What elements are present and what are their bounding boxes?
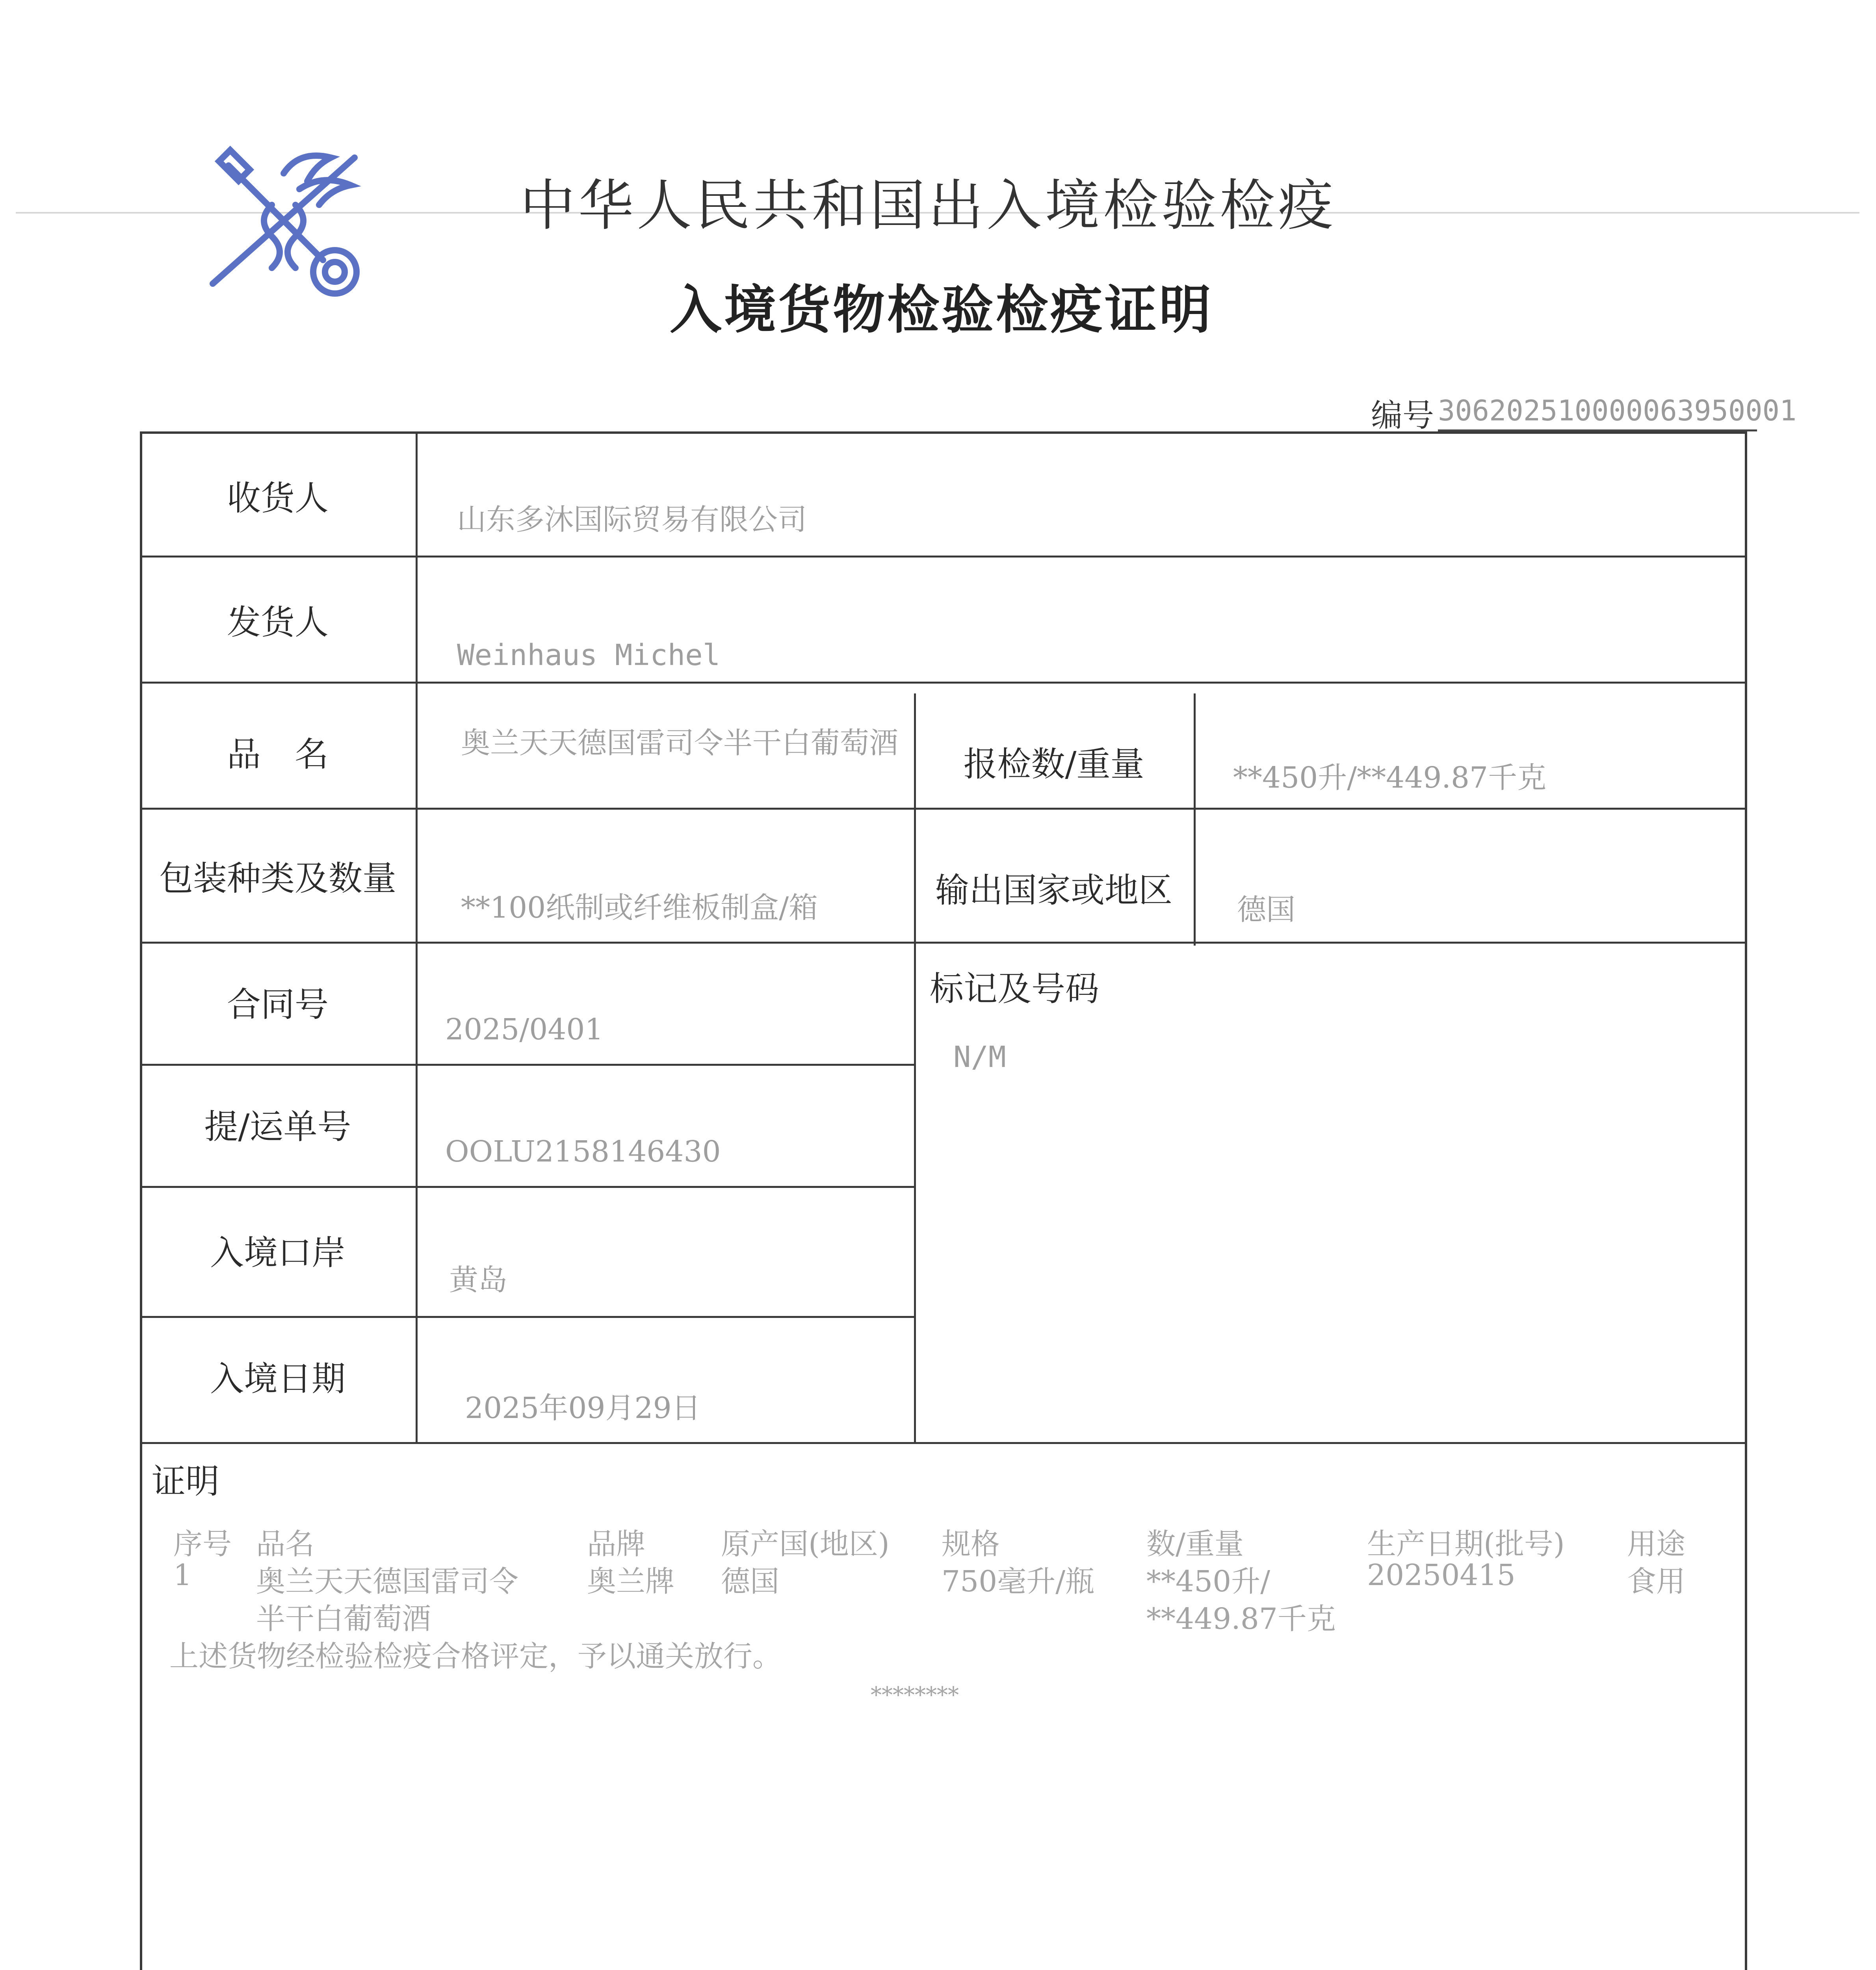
marks-value: N/M (953, 1040, 1006, 1074)
col-use-header: 用途 (1627, 1527, 1685, 1561)
col-spec-header: 规格 (942, 1527, 1000, 1561)
grid-line (140, 682, 1747, 684)
row-use: 食用 (1627, 1565, 1685, 1598)
row-name-line1: 奥兰天天德国雷司令 (256, 1565, 518, 1598)
bill-value: OOLU2158146430 (445, 1135, 721, 1169)
grid-line (140, 556, 1747, 558)
grid-line (140, 1186, 914, 1188)
consignee-label: 收货人 (227, 479, 329, 518)
grid-line (140, 1442, 1747, 1444)
col-origin-header: 原产国(地区) (721, 1527, 890, 1561)
certificate-label: 证明 (152, 1462, 219, 1501)
contract-value: 2025/0401 (445, 1013, 604, 1046)
row-qty-line2: **449.87千克 (1146, 1602, 1336, 1636)
quantity-label: 报检数/重量 (963, 745, 1144, 784)
export-country-label: 输出国家或地区 (935, 871, 1172, 910)
grid-line (914, 693, 916, 1444)
certificate-frame (140, 431, 1747, 1970)
quantity-value: **450升/**449.87千克 (1233, 761, 1547, 795)
port-label: 入境口岸 (210, 1233, 345, 1273)
product-label: 品 名 (227, 735, 329, 774)
serial-number: 306202510000063950001 (1438, 394, 1797, 427)
package-value: **100纸制或纤维板制盒/箱 (461, 891, 818, 925)
grid-line (416, 431, 418, 1444)
document-title: 中华人民共和国出入境检验检疫 (520, 174, 1337, 238)
grid-line (140, 1064, 914, 1066)
document-subtitle: 入境货物检验检疫证明 (670, 279, 1213, 340)
consignor-value: Weinhaus Michel (457, 638, 721, 672)
row-origin: 德国 (721, 1565, 779, 1598)
port-value: 黄岛 (449, 1263, 507, 1297)
grid-line (140, 808, 1747, 810)
export-country-value: 德国 (1237, 893, 1295, 927)
row-qty-line1: **450升/ (1146, 1565, 1270, 1598)
consignor-label: 发货人 (227, 603, 329, 642)
entry-date-label: 入境日期 (210, 1359, 345, 1399)
product-value: 奥兰天天德国雷司令半干白葡萄酒 (461, 726, 898, 760)
row-seq: 1 (173, 1558, 192, 1592)
col-qty-header: 数/重量 (1146, 1527, 1244, 1561)
row-brand: 奥兰牌 (587, 1565, 674, 1598)
col-name-header: 品名 (256, 1527, 314, 1561)
grid-line (140, 1316, 914, 1318)
col-brand-header: 品牌 (587, 1527, 645, 1561)
marks-label: 标记及号码 (930, 969, 1099, 1009)
end-mark: ******** (871, 1682, 959, 1708)
col-seq-header: 序号 (173, 1527, 232, 1561)
contract-label: 合同号 (227, 985, 329, 1024)
consignee-value: 山东多沐国际贸易有限公司 (457, 503, 807, 537)
serial-label: 编号 (1371, 397, 1434, 434)
grid-line (1194, 693, 1196, 946)
col-batch-header: 生产日期(批号) (1367, 1527, 1565, 1561)
bill-label: 提/运单号 (204, 1107, 351, 1147)
row-spec: 750毫升/瓶 (942, 1565, 1095, 1598)
customs-emblem-icon (205, 142, 386, 323)
entry-date-value: 2025年09月29日 (465, 1391, 701, 1425)
row-name-line2: 半干白葡萄酒 (256, 1602, 431, 1636)
certificate-statement: 上述货物经检验检疫合格评定，予以通关放行。 (169, 1639, 782, 1673)
grid-line (140, 942, 1747, 944)
row-batch: 20250415 (1367, 1558, 1516, 1592)
package-label: 包装种类及数量 (159, 859, 396, 898)
